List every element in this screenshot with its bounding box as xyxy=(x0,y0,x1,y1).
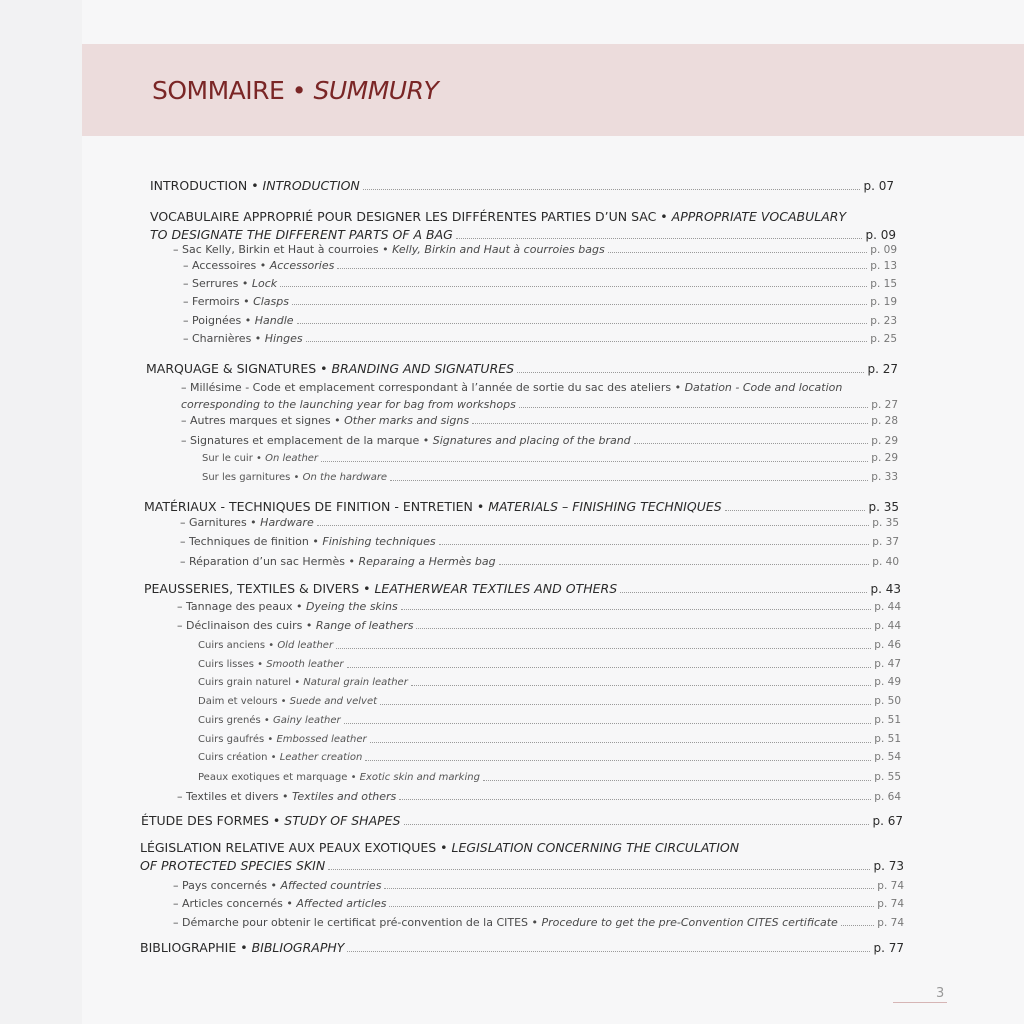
dot-leader xyxy=(328,869,870,870)
toc-entry-page: p. 51 xyxy=(874,714,901,726)
dot-leader xyxy=(841,925,874,926)
toc-entry-page: p. 35 xyxy=(868,499,899,514)
toc-entry-page: p. 44 xyxy=(874,600,901,613)
page-title: SOMMAIRE • SUMMURY xyxy=(152,76,439,105)
dot-leader xyxy=(399,799,871,800)
dot-leader xyxy=(280,286,867,287)
dot-leader xyxy=(456,238,863,239)
toc-entry-page: p. 23 xyxy=(870,314,897,327)
dot-leader xyxy=(384,888,874,889)
dot-leader xyxy=(363,189,861,190)
toc-entry-label: BIBLIOGRAPHIE • BIBLIOGRAPHY xyxy=(140,940,345,955)
page-number-rule xyxy=(893,1002,947,1003)
toc-entry-page: p. 27 xyxy=(871,398,898,411)
toc-entry-label: Cuirs grain naturel • Natural grain leather xyxy=(198,676,408,688)
dot-leader xyxy=(608,252,868,253)
dot-leader xyxy=(439,544,870,545)
toc-entry-page: p. 67 xyxy=(872,813,903,828)
toc-entry-label: – Accessoires • Accessories xyxy=(183,259,335,272)
toc-entry-page: p. 27 xyxy=(867,361,898,376)
toc-entry-continuation xyxy=(150,227,896,242)
toc-entry-accessoires xyxy=(183,259,897,272)
toc-entry-sur-le-cuir xyxy=(202,452,898,465)
toc-entry-page: p. 77 xyxy=(873,940,904,955)
toc-entry-fermoirs xyxy=(183,295,897,308)
toc-entry-label: Sur les garnitures • On the hardware xyxy=(202,471,388,483)
toc-entry-page: p. 73 xyxy=(873,858,904,873)
toc-entry-etude-des-formes xyxy=(141,813,903,828)
toc-entry-label-continued: TO DESIGNATE THE DIFFERENT PARTS OF A BAG xyxy=(150,227,453,242)
dot-leader xyxy=(517,372,864,373)
toc-entry-label: PEAUSSERIES, TEXTILES & DIVERS • LEATHERWEAR TEXTILES AND OTHERS xyxy=(144,581,618,596)
toc-entry-label: Daim et velours • Suede and velvet xyxy=(198,695,378,707)
toc-entry-page: p. 54 xyxy=(874,751,901,763)
toc-entry-autres-marques-et-signes xyxy=(181,414,898,427)
toc-entry-page: p. 44 xyxy=(874,619,901,632)
toc-entry-garnitures xyxy=(180,516,899,529)
toc-entry-label: Cuirs gaufrés • Embossed leather xyxy=(198,733,367,745)
dot-leader xyxy=(725,510,866,511)
toc-entry-bibliographie xyxy=(140,940,904,955)
toc-entry-page: p. 19 xyxy=(870,295,897,308)
toc-entry-signatures-et-emplacement-de-la-marque xyxy=(181,434,898,447)
toc-entry-label: – Garnitures • Hardware xyxy=(180,516,314,529)
toc-entry-page: p. 35 xyxy=(872,516,899,529)
dot-leader xyxy=(519,407,868,408)
toc-entry-page: p. 46 xyxy=(874,639,901,651)
toc-entry-page: p. 74 xyxy=(877,879,904,892)
toc-entry-peausseries-textiles-divers xyxy=(144,581,901,596)
toc-entry-cuirs-grain-naturel xyxy=(198,676,901,689)
dot-leader xyxy=(483,780,871,781)
toc-entry-label: INTRODUCTION • INTRODUCTION xyxy=(150,178,360,193)
toc-entry-cuirs-grenes xyxy=(198,714,901,727)
dot-leader xyxy=(365,760,871,761)
toc-entry-cuirs-anciens xyxy=(198,639,901,652)
toc-entry-label: – Déclinaison des cuirs • Range of leathers xyxy=(177,619,414,632)
dot-leader xyxy=(336,648,871,649)
dot-leader xyxy=(370,742,872,743)
toc-entry-page: p. 33 xyxy=(871,471,898,483)
toc-entry-label: – Autres marques et signes • Other marks and signs xyxy=(181,414,470,427)
toc-entry-serrures xyxy=(183,277,897,290)
toc-entry-page: p. 50 xyxy=(874,695,901,707)
toc-entry-poignees xyxy=(183,314,897,327)
toc-entry-page: p. 09 xyxy=(865,227,896,242)
toc-entry-label: – Pays concernés • Affected countries xyxy=(173,879,382,892)
toc-entry-page: p. 51 xyxy=(874,733,901,745)
toc-entry-label: Cuirs anciens • Old leather xyxy=(198,639,334,651)
toc-entry-cuirs-gaufres xyxy=(198,733,901,746)
toc-entry-demarche-pour-obtenir-le-certificat-pre- xyxy=(173,916,904,929)
toc-entry-articles-concernes xyxy=(173,897,904,910)
dot-leader xyxy=(344,723,872,724)
dot-leader xyxy=(306,341,868,342)
dot-leader xyxy=(321,461,868,462)
toc-entry-charnieres xyxy=(183,332,897,345)
toc-entry-millesime-code-et-emplacement-correspond: – Millésime - Code et emplacement correspondant à l’année de sortie du sac des ateliers • Datation - Code and location xyxy=(181,381,843,394)
toc-entry-page: p. 74 xyxy=(877,897,904,910)
toc-entry-reparation-d-un-sac-hermes xyxy=(180,555,899,568)
toc-entry-marquage-signatures xyxy=(146,361,898,376)
toc-entry-label: – Techniques de finition • Finishing techniques xyxy=(180,535,436,548)
toc-entry-label: – Poignées • Handle xyxy=(183,314,294,327)
toc-entry-tannage-des-peaux xyxy=(177,600,901,613)
dot-leader xyxy=(620,592,867,593)
toc-entry-page: p. 43 xyxy=(870,581,901,596)
dot-leader xyxy=(347,951,870,952)
dot-leader xyxy=(401,609,872,610)
dot-leader xyxy=(337,268,867,269)
dot-leader xyxy=(380,704,871,705)
toc-entry-pays-concernes xyxy=(173,879,904,892)
toc-entry-page: p. 29 xyxy=(871,434,898,447)
toc-entry-continuation xyxy=(181,398,898,411)
toc-entry-label: MARQUAGE & SIGNATURES • BRANDING AND SIGNATURES xyxy=(146,361,515,376)
toc-entry-label: – Textiles et divers • Textiles and others xyxy=(177,790,397,803)
toc-entry-label: – Sac Kelly, Birkin et Haut à courroies • Kelly, Birkin and Haut à courroies bags xyxy=(173,243,605,256)
toc-entry-page: p. 07 xyxy=(863,178,894,193)
toc-entry-label: Sur le cuir • On leather xyxy=(202,452,319,464)
toc-entry-label-continued: OF PROTECTED SPECIES SKIN xyxy=(140,858,326,873)
toc-entry-page: p. 13 xyxy=(870,259,897,272)
toc-entry-label: – Signatures et emplacement de la marque • Signatures and placing of the brand xyxy=(181,434,631,447)
toc-entry-page: p. 25 xyxy=(870,332,897,345)
toc-entry-vocabulaire-approprie-pour-designer-les-: VOCABULAIRE APPROPRIÉ POUR DESIGNER LES DIFFÉRENTES PARTIES D’UN SAC • APPROPRIATE VOCABULARY xyxy=(150,209,847,224)
toc-entry-continuation xyxy=(140,858,904,873)
toc-entry-page: p. 09 xyxy=(870,243,897,256)
toc-entry-label: – Charnières • Hinges xyxy=(183,332,303,345)
toc-entry-label: ÉTUDE DES FORMES • STUDY OF SHAPES xyxy=(141,813,401,828)
dot-leader xyxy=(404,824,870,825)
dot-leader xyxy=(292,304,867,305)
toc-entry-page: p. 55 xyxy=(874,771,901,783)
toc-entry-daim-et-velours xyxy=(198,695,901,708)
toc-entry-cuirs-creation xyxy=(198,751,901,764)
page-number: 3 xyxy=(936,986,945,1001)
toc-entry-page: p. 40 xyxy=(872,555,899,568)
toc-entry-declinaison-des-cuirs xyxy=(177,619,901,632)
toc-entry-label: Cuirs création • Leather creation xyxy=(198,751,363,763)
dot-leader xyxy=(411,685,871,686)
toc-entry-label: MATÉRIAUX - TECHNIQUES DE FINITION - ENTRETIEN • MATERIALS – FINISHING TECHNIQUES xyxy=(144,499,722,514)
toc-entry-page: p. 47 xyxy=(874,658,901,670)
toc-entry-label: Peaux exotiques et marquage • Exotic skin and marking xyxy=(198,771,480,783)
toc-entry-label: – Serrures • Lock xyxy=(183,277,278,290)
dot-leader xyxy=(390,480,868,481)
toc-entry-page: p. 28 xyxy=(871,414,898,427)
toc-entry-introduction xyxy=(150,178,894,193)
toc-entry-page: p. 74 xyxy=(877,916,904,929)
dot-leader xyxy=(297,323,868,324)
toc-entry-label: Cuirs lisses • Smooth leather xyxy=(198,658,344,670)
toc-entry-textiles-et-divers xyxy=(177,790,901,803)
toc-entry-label: – Articles concernés • Affected articles xyxy=(173,897,387,910)
toc-entry-page: p. 37 xyxy=(872,535,899,548)
toc-entry-materiaux-techniques-de-finition-entreti xyxy=(144,499,899,514)
dot-leader xyxy=(317,525,870,526)
toc-entry-page: p. 15 xyxy=(870,277,897,290)
toc-entry-page: p. 64 xyxy=(874,790,901,803)
dot-leader xyxy=(389,906,874,907)
toc-entry-label: – Fermoirs • Clasps xyxy=(183,295,289,308)
toc-entry-page: p. 49 xyxy=(874,676,901,688)
toc-entry-peaux-exotiques-et-marquage xyxy=(198,771,901,784)
dot-leader xyxy=(634,443,869,444)
toc-entry-label: – Réparation d’un sac Hermès • Reparaing a Hermès bag xyxy=(180,555,496,568)
toc-entry-techniques-de-finition xyxy=(180,535,899,548)
toc-entry-label-continued: corresponding to the launching year for bag from workshops xyxy=(181,398,516,411)
dot-leader xyxy=(416,628,871,629)
dot-leader xyxy=(347,667,872,668)
toc-entry-legislation-relative-aux-peaux-exotiques: LÉGISLATION RELATIVE AUX PEAUX EXOTIQUES • LEGISLATION CONCERNING THE CIRCULATION xyxy=(140,840,740,855)
toc-entry-label: – Démarche pour obtenir le certificat pré-convention de la CITES • Procedure to get the pre-Convention CITES certificate xyxy=(173,916,838,929)
toc-entry-sac-kelly-birkin-et-haut-a-courroies xyxy=(173,243,897,256)
toc-entry-cuirs-lisses xyxy=(198,658,901,671)
toc-entry-label: – Tannage des peaux • Dyeing the skins xyxy=(177,600,398,613)
dot-leader xyxy=(472,423,868,424)
toc-entry-label: Cuirs grenés • Gainy leather xyxy=(198,714,341,726)
toc-entry-page: p. 29 xyxy=(871,452,898,464)
toc-entry-sur-les-garnitures xyxy=(202,471,898,484)
dot-leader xyxy=(499,564,870,565)
